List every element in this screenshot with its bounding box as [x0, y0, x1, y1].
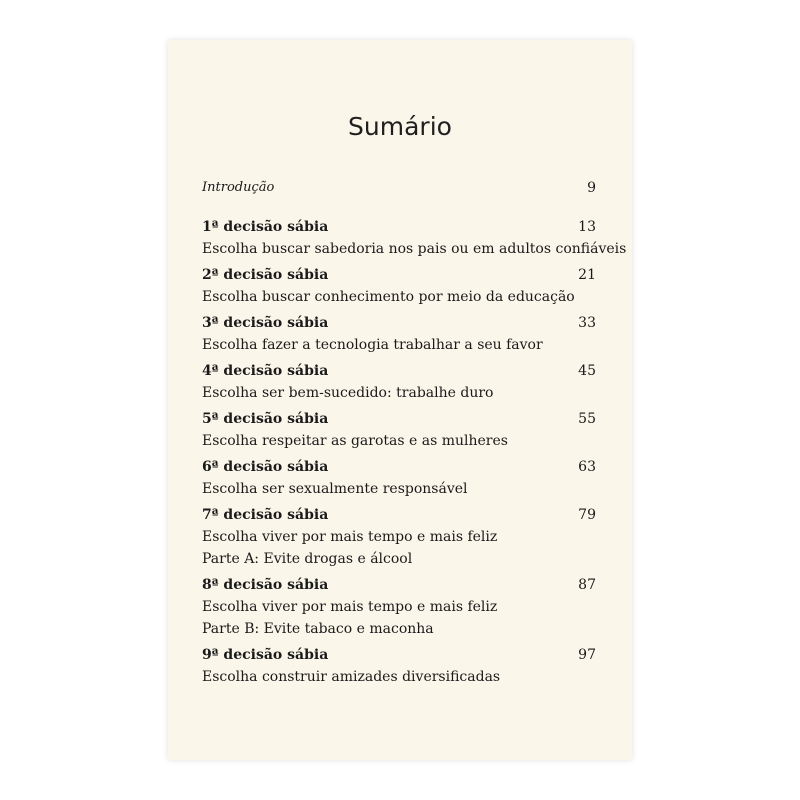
toc-entry-subtitle: Escolha ser bem-sucedido: trabalhe duro: [202, 385, 494, 401]
toc-entry: [202, 574, 596, 640]
table-of-contents: [202, 180, 627, 692]
toc-entry-title: 3ª decisão sábia: [202, 315, 329, 331]
toc-entry-header: [202, 504, 596, 526]
toc-entry-subtitle: Escolha buscar sabedoria nos pais ou em adultos confiáveis: [202, 241, 627, 257]
toc-intro-label: Introdução: [202, 180, 275, 195]
toc-entry-header: [202, 456, 596, 478]
toc-entry: [202, 456, 596, 500]
toc-entry: [202, 360, 596, 404]
toc-entry: [202, 216, 627, 260]
toc-entry-page: 55: [578, 411, 596, 427]
toc-entry: [202, 644, 596, 688]
toc-entry-subtitle: Escolha ser sexualmente responsável: [202, 481, 468, 497]
toc-entry-page: 87: [578, 577, 596, 593]
toc-entry-header: [202, 574, 596, 596]
page-title: Sumário: [348, 112, 452, 141]
toc-entry-subtitle: Parte B: Evite tabaco e maconha: [202, 621, 434, 637]
toc-entry-page: 13: [578, 219, 596, 235]
toc-intro: [202, 180, 596, 216]
toc-entry-title: 9ª decisão sábia: [202, 647, 329, 663]
toc-entry-header: [202, 408, 596, 430]
toc-entry: [202, 504, 596, 570]
toc-entry-subtitle: Escolha fazer a tecnologia trabalhar a seu favor: [202, 337, 543, 353]
toc-entry-page: 21: [578, 267, 596, 283]
toc-entry: [202, 408, 596, 452]
toc-entry-title: 5ª decisão sábia: [202, 411, 329, 427]
toc-entry-title: 4ª decisão sábia: [202, 363, 329, 379]
toc-intro-page: 9: [587, 180, 596, 196]
toc-entry-subtitle: Escolha construir amizades diversificadas: [202, 669, 501, 685]
toc-entry-subtitle: Escolha viver por mais tempo e mais feliz: [202, 599, 498, 615]
toc-entry-subtitle: Escolha buscar conhecimento por meio da educação: [202, 289, 575, 305]
toc-entry-title: 7ª decisão sábia: [202, 507, 329, 523]
toc-entry-page: 97: [578, 647, 596, 663]
toc-entry-header: [202, 312, 596, 334]
toc-entry: [202, 312, 596, 356]
toc-entries: [202, 216, 627, 688]
toc-entry-header: [202, 264, 596, 286]
toc-entry-subtitle: Escolha respeitar as garotas e as mulheres: [202, 433, 508, 449]
toc-entry-header: [202, 644, 596, 666]
toc-entry: [202, 264, 596, 308]
toc-entry-page: 45: [578, 363, 596, 379]
toc-entry-subtitle: Parte A: Evite drogas e álcool: [202, 551, 413, 567]
book-page: [168, 40, 632, 760]
toc-entry-header: [202, 360, 596, 382]
toc-entry-title: 1ª decisão sábia: [202, 219, 329, 235]
toc-entry-subtitle: Escolha viver por mais tempo e mais feliz: [202, 529, 498, 545]
toc-entry-title: 2ª decisão sábia: [202, 267, 329, 283]
toc-entry-page: 63: [578, 459, 596, 475]
toc-entry-header: [202, 216, 596, 238]
toc-entry-page: 33: [578, 315, 596, 331]
toc-entry-title: 6ª decisão sábia: [202, 459, 329, 475]
toc-entry-page: 79: [578, 507, 596, 523]
toc-entry-title: 8ª decisão sábia: [202, 577, 329, 593]
